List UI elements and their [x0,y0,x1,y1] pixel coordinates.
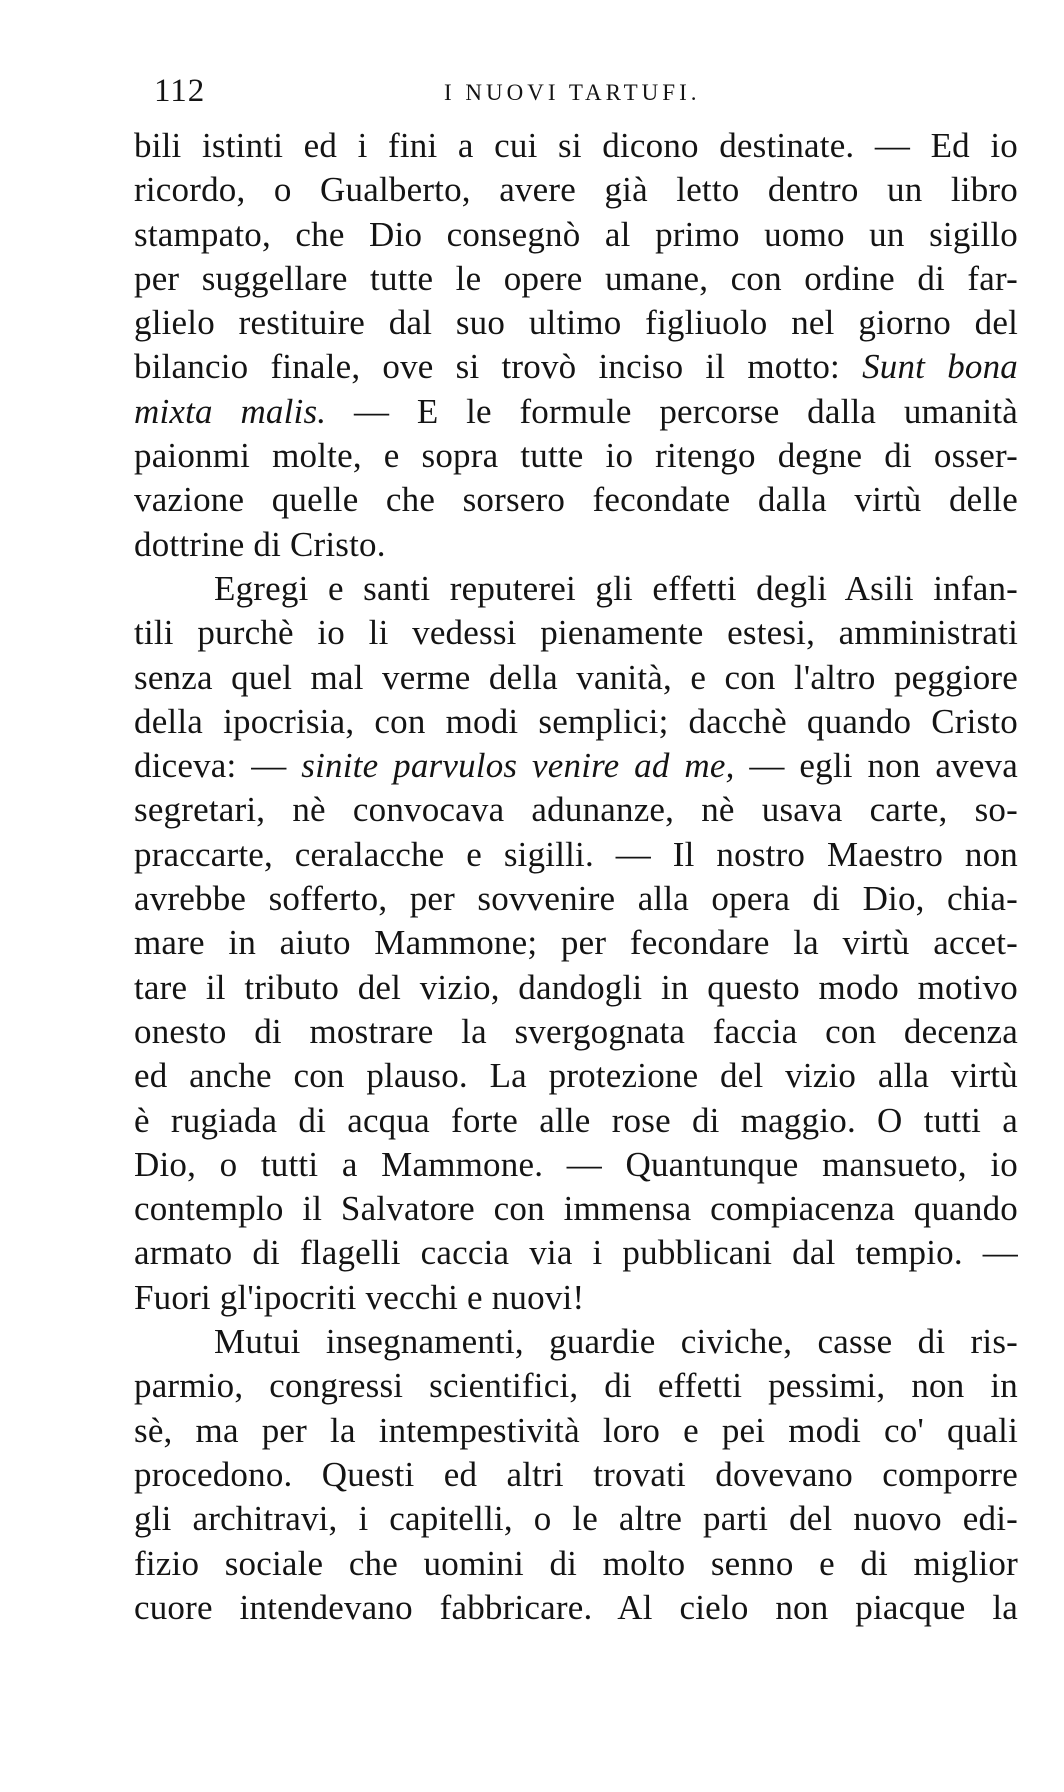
text-line: praccarte, ceralacche e sigilli. — Il nostro Maestro non [134,834,1018,874]
text-line: mixta malis. — E le formule percorse dalla umanità [134,391,1018,431]
text-line: tili purchè io li vedessi pienamente estesi, amministrati [134,613,1018,653]
page-number: 112 [154,73,206,109]
running-head [154,66,1024,116]
text-line: è rugiada di acqua forte alle rose di maggio. O tutti a [134,1100,1018,1140]
text-line: Fuori gl'ipocriti vecchi e nuovi! [134,1277,585,1317]
text-line: cuore intendevano fabbricare. Al cielo non piacque la [134,1587,1018,1627]
paragraph-start-line: Egregi e santi reputerei gli effetti degli Asili infan- [214,568,1018,608]
running-title: I NUOVI TARTUFI. [444,80,701,105]
text-line: dottrine di Cristo. [134,524,386,564]
text-line: bili istinti ed i fini a cui si dicono destinate. — Ed io [134,126,1018,165]
text-line: contemplo il Salvatore con immensa compiacenza quando [134,1189,1018,1229]
text-line: tare il tributo del vizio, dandogli in questo modo motivo [134,967,1018,1007]
text-line: bilancio finale, ove si trovò inciso il motto: Sunt bona [134,347,1018,387]
text-line: sè, ma per la intempestività loro e pei modi co' quali [134,1410,1018,1450]
text-line: paionmi molte, e sopra tutte io ritengo degne di osser- [134,436,1018,476]
paragraph-start-line: Mutui insegnamenti, guardie civiche, casse di ris- [214,1322,1018,1362]
text-line: fizio sociale che uomini di molto senno e di miglior [134,1543,1018,1583]
text-line: parmio, congressi scientifici, di effetti pessimi, non in [134,1366,1018,1406]
text-line: ricordo, o Gualberto, avere già letto dentro un libro [134,170,1018,210]
text-line: armato di flagelli caccia via i pubblicani dal tempio. — [134,1233,1018,1273]
text-line: glielo restituire dal suo ultimo figliuolo nel giorno del [134,303,1018,343]
body-text [134,124,1018,1630]
text-line: procedono. Questi ed altri trovati dovevano comporre [134,1454,1018,1494]
text-line: mare in aiuto Mammone; per fecondare la virtù accet- [134,923,1018,963]
text-line: della ipocrisia, con modi semplici; dacchè quando Cristo [134,701,1018,741]
text-line: segretari, nè convocava adunanze, nè usava carte, so- [134,790,1018,830]
text-line: Dio, o tutti a Mammone. — Quantunque mansueto, io [134,1144,1018,1184]
text-line: per suggellare tutte le opere umane, con ordine di far- [134,258,1018,298]
text-line: ed anche con plauso. La protezione del vizio alla virtù [134,1056,1018,1096]
italic-phrase: mixta malis. [134,391,327,431]
text-line: diceva: — sinite parvulos venire ad me, — egli non aveva [134,746,1018,786]
text-line: avrebbe sofferto, per sovvenire alla opera di Dio, chia- [134,879,1018,919]
italic-phrase: sinite parvulos venire ad me, [301,746,735,786]
text-line: onesto di mostrare la svergognata faccia con decenza [134,1011,1018,1051]
italic-phrase: Sunt bona [862,347,1018,387]
text-line: stampato, che Dio consegnò al primo uomo un sigillo [134,214,1018,254]
text-line: senza quel mal verme della vanità, e con l'altro peggiore [134,657,1018,697]
text-line: gli architravi, i capitelli, o le altre parti del nuovo edi- [134,1499,1018,1539]
text-line: vazione quelle che sorsero fecondate dalla virtù delle [134,480,1018,520]
